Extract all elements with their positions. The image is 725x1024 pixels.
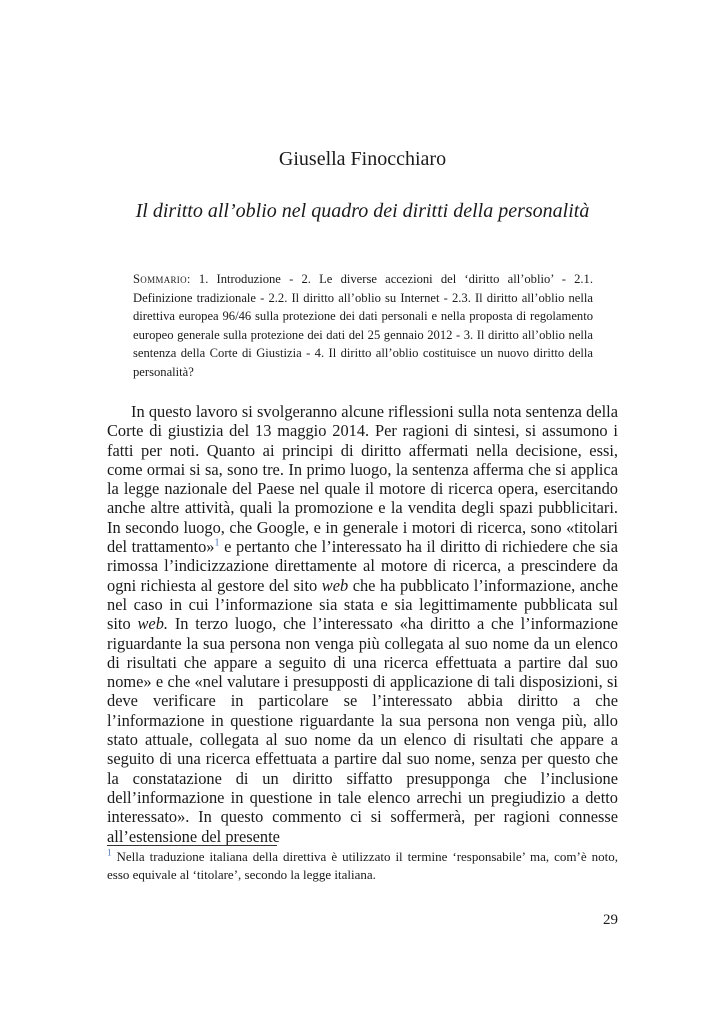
body-part-3: che ha pubblicato l’informazione, anche nel caso in cui l’informazione sia stata e sia legittimamente pubblicata sul sito <box>107 575 618 634</box>
body-part-2: e pertanto che l’interessato ha il diritto di richiedere che sia rimossa l’indicizzazione direttamente al motore di ricerca, a prescindere da ogni richiesta al gestore del sito <box>107 537 618 595</box>
summary-block <box>133 270 593 382</box>
article-title: Il diritto all’oblio nel quadro dei diritti della personalità <box>135 200 590 222</box>
footnote-reference[interactable]: 1 <box>214 537 220 549</box>
author-name: Giusella Finocchiaro <box>278 148 447 170</box>
footnote-divider <box>107 845 277 846</box>
body-paragraph <box>107 402 618 846</box>
body-part-4: In terzo luogo, che l’interessato «ha diritto a che l’informazione riguardante la sua persona non venga più collegata al suo nome da un elenco di risultati che appare a seguito di una ricerca effettuata a partire dal suo nome» e che «nel valutare i presupposti di applicazione di tali disposizioni, si deve verificare in particolare se l’interessato abbia diritto a che l’informazione in questione riguardante la sua persona non venga più, allo stato attuale, collegata al suo nome da un elenco di risultati che appare a seguito di una ricerca effettuata a partire dal suo nome, senza per questo che la constatazione di un diritto siffatto presupponga che l’inclusione dell’informazione in questione in tale elenco arrechi un pregiudizio a detto interessato». In questo commento ci si soffermerà, per ragioni connesse all’estensione del presente <box>107 614 619 846</box>
body-part-1: In questo lavoro si svolgeranno alcune riflessioni sulla nota sentenza della Corte di giustizia del 13 maggio 2014. Per ragioni di sintesi, si assumono i fatti per noti. Quanto ai principi di diritto affermati nella decisione, essi, come ormai si sa, sono tre. In primo luogo, la sentenza afferma che si applica la legge nazionale del Paese nel quale il motore di ricerca opera, esercitando anche altre attività, quali la promozione e la vendita degli spazi pubblicitari. In secondo luogo, che Google, e in generale i motori di ricerca, sono «titolari del trattamento» <box>107 402 618 557</box>
footnote-text: Nella traduzione italiana della direttiva è utilizzato il termine ‘responsabile’ ma, com’è noto, esso equivale al ‘titolare’, secondo la legge italiana. <box>107 849 618 882</box>
footnote <box>107 848 618 884</box>
body-text <box>107 402 618 846</box>
summary-label: Sommario: <box>133 272 191 286</box>
footnote-number: 1 <box>107 847 112 858</box>
web-term-1: web <box>321 575 349 595</box>
page-number: 29 <box>603 912 618 928</box>
web-term-2: web. <box>137 614 169 634</box>
summary-text: 1. Introduzione - 2. Le diverse accezioni del ‘diritto all’oblio’ - 2.1. Definizione tradizionale - 2.2. Il diritto all’oblio su Internet - 2.3. Il diritto all’oblio nella direttiva europea 96/46 sulla protezione dei dati personali e nella proposta di regolamento europeo generale sulla protezione dei dati del 25 gennaio 2012 - 3. Il diritto all’oblio nella sentenza della Corte di Giustizia - 4. Il diritto all’oblio costituisce un nuovo diritto della personalità? <box>133 272 593 379</box>
